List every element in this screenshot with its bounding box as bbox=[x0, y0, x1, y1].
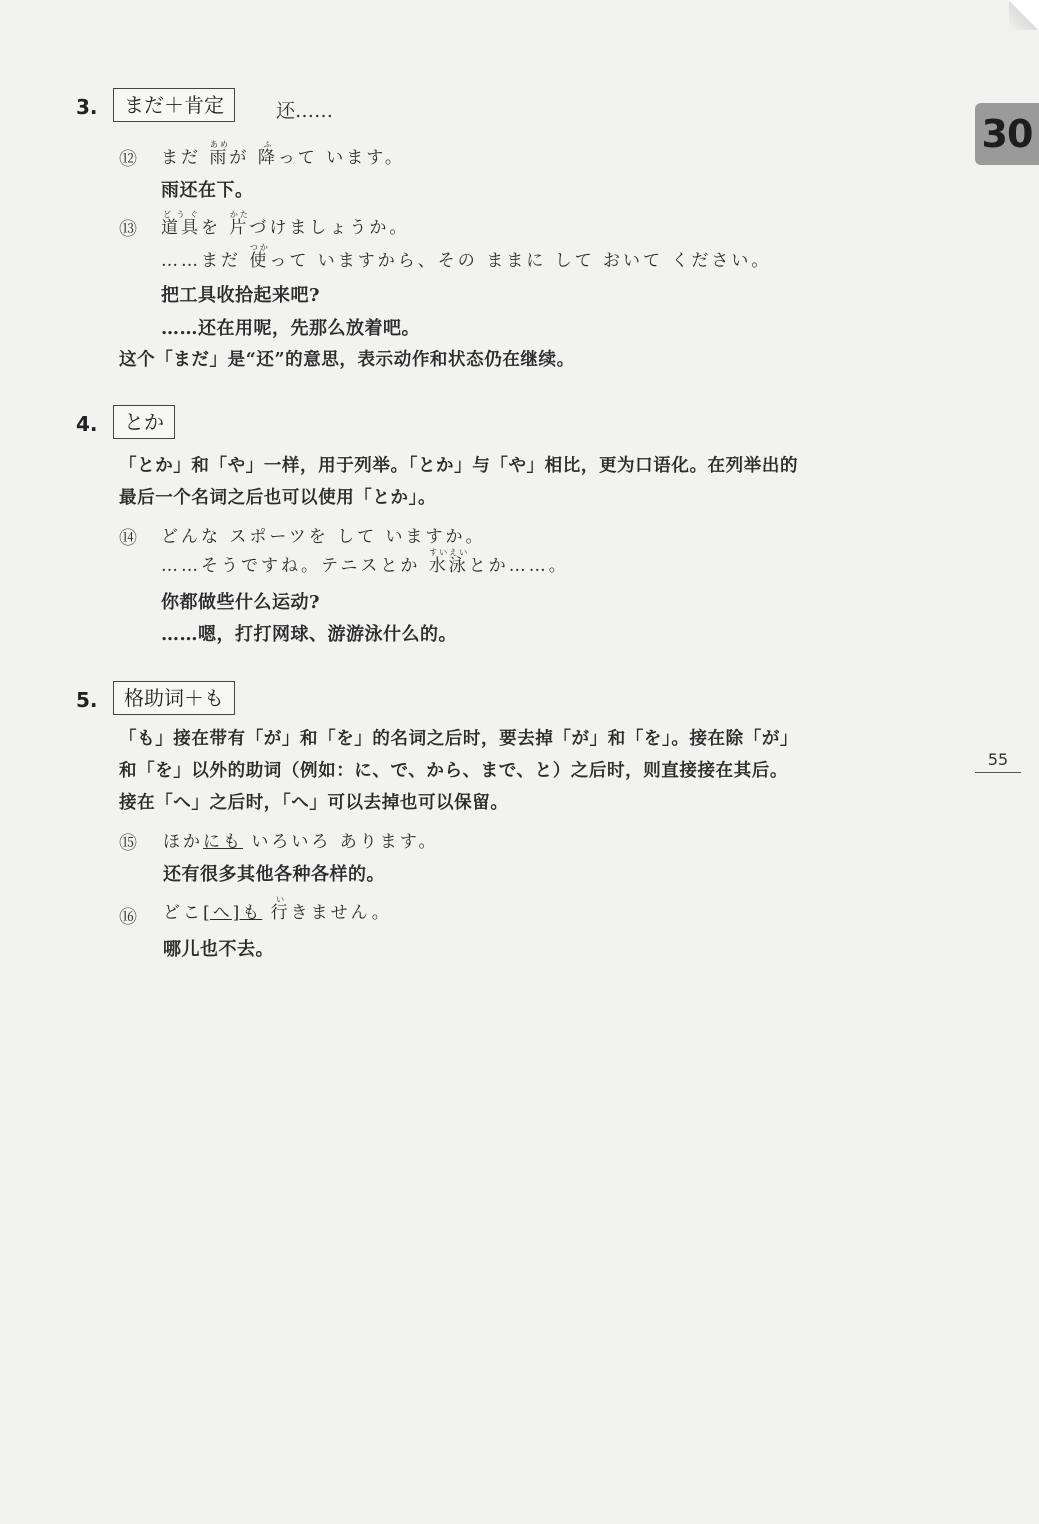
page-curl bbox=[1009, 0, 1039, 30]
example-15-japanese: ほかにも いろいろ あります。 bbox=[163, 832, 439, 852]
example-marker-14: ⑭ bbox=[119, 528, 137, 549]
example-14-reply-japanese: ……そうですね。テニスとか 水泳すいえいとか……。 bbox=[161, 548, 569, 576]
example-marker-13: ⑬ bbox=[119, 219, 137, 240]
example-16-japanese: どこ[へ]も 行いきません。 bbox=[163, 895, 392, 923]
section-3-gloss: 还…… bbox=[276, 100, 334, 122]
example-marker-12: ⑫ bbox=[119, 149, 137, 170]
example-13-reply-chinese: ……还在用呢，先那么放着吧。 bbox=[161, 318, 420, 339]
section-3-note: 这个「まだ」是“还”的意思，表示动作和状态仍在继续。 bbox=[119, 350, 575, 370]
section-3-title-box: まだ＋肯定 bbox=[113, 88, 235, 122]
example-14-chinese: 你都做些什么运动? bbox=[161, 592, 321, 613]
example-13-chinese: 把工具收拾起来吧? bbox=[161, 285, 321, 306]
example-13-reply-japanese: ……まだ 使つかって いますから、その ままに して おいて ください。 bbox=[161, 243, 772, 271]
example-12-japanese: まだ 雨あめが 降ふって います。 bbox=[161, 140, 405, 168]
section-4-paragraph-line-2: 最后一个名词之后也可以使用「とか」。 bbox=[119, 488, 437, 508]
page-number: 55 bbox=[975, 750, 1021, 773]
section-4-title-box: とか bbox=[113, 405, 175, 439]
chapter-tab: 30 bbox=[975, 103, 1039, 165]
section-5-number: 5. bbox=[76, 688, 98, 712]
section-5-title-box: 格助词＋も bbox=[113, 681, 235, 715]
example-marker-15: ⑮ bbox=[119, 833, 137, 854]
example-marker-16: ⑯ bbox=[119, 907, 137, 928]
section-3-number: 3. bbox=[76, 95, 98, 119]
section-4-paragraph-line-1: 「とか」和「や」一样，用于列举。「とか」与「や」相比，更为口语化。在列举出的 bbox=[119, 456, 799, 476]
section-4-number: 4. bbox=[76, 412, 98, 436]
example-16-chinese: 哪儿也不去。 bbox=[163, 939, 274, 960]
example-12-chinese: 雨还在下。 bbox=[161, 180, 254, 201]
example-15-chinese: 还有很多其他各种各样的。 bbox=[163, 864, 385, 885]
section-5-paragraph-line-1: 「も」接在带有「が」和「を」的名词之后时，要去掉「が」和「を」。接在除「が」 bbox=[119, 729, 799, 749]
example-13-japanese: 道具どうぐを 片かたづけましょうか。 bbox=[161, 210, 410, 238]
section-5-paragraph-line-3: 接在「へ」之后时，「へ」可以去掉也可以保留。 bbox=[119, 793, 509, 813]
section-5-paragraph-line-2: 和「を」以外的助词（例如：に、で、から、まで、と）之后时，则直接接在其后。 bbox=[119, 761, 788, 781]
example-14-japanese: どんな スポーツを して いますか。 bbox=[161, 527, 486, 547]
example-14-reply-chinese: ……嗯，打打网球、游游泳什么的。 bbox=[161, 624, 457, 645]
